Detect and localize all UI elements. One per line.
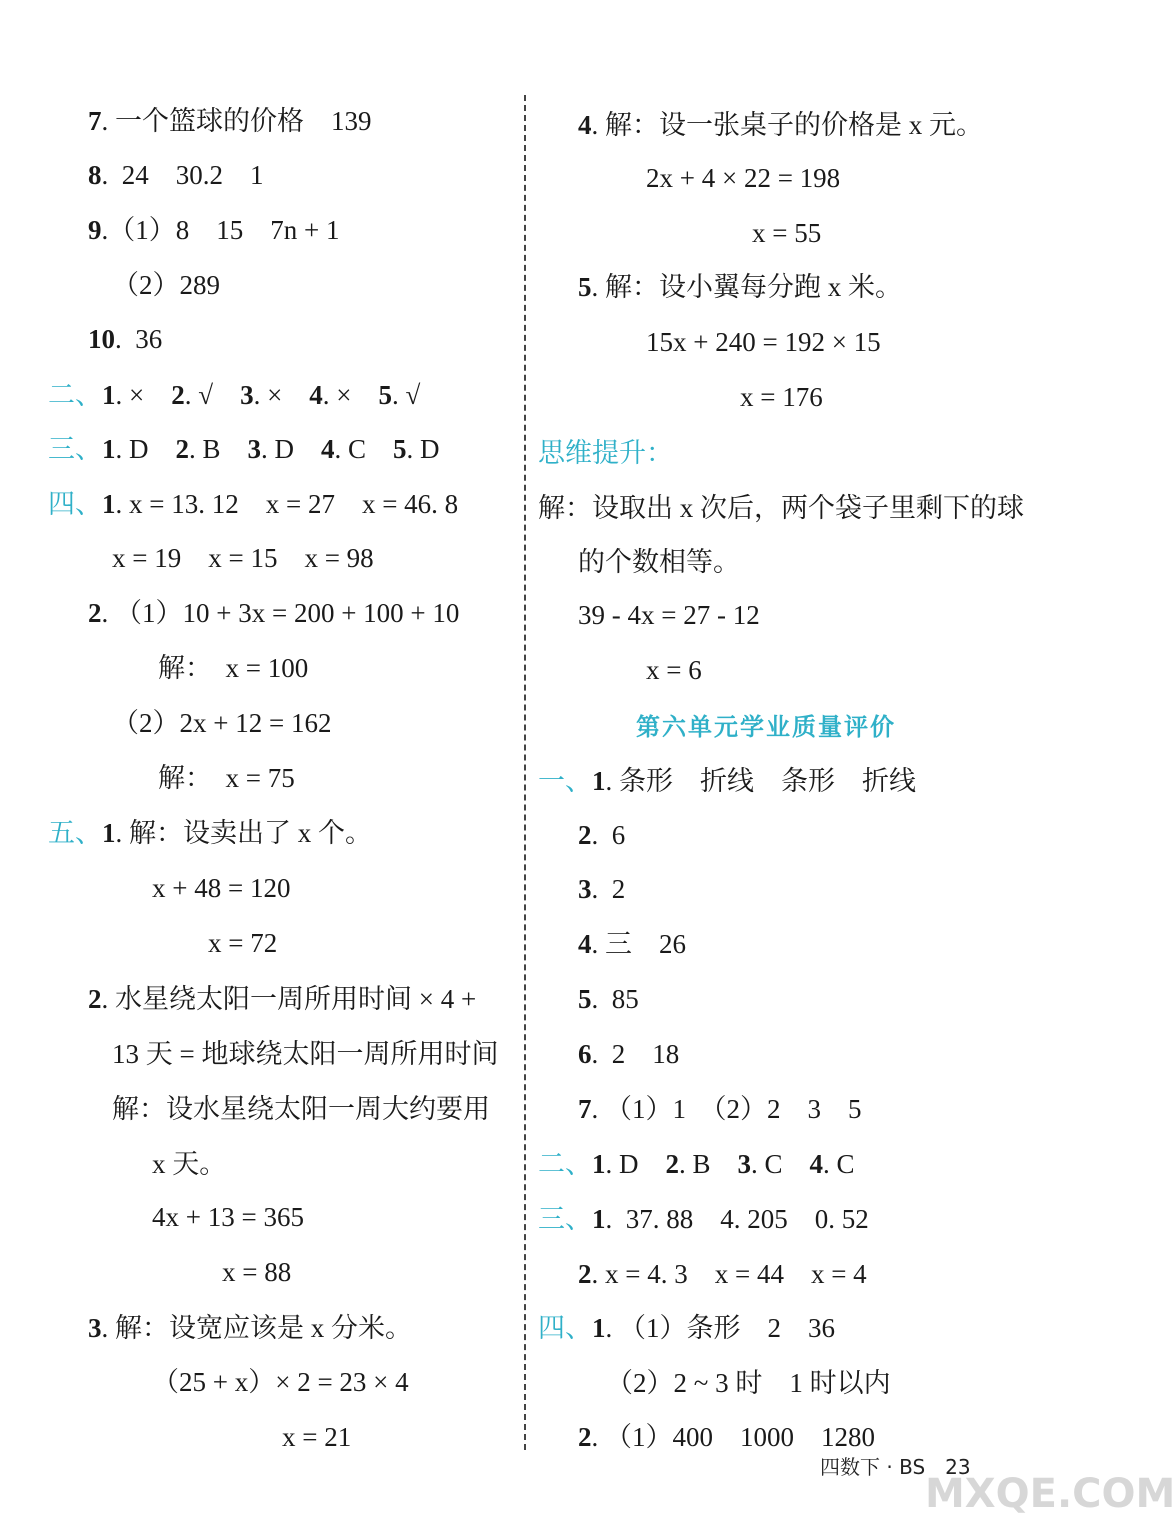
section-marker: 五、 — [48, 818, 102, 848]
question-number: 2 — [578, 1422, 592, 1452]
answer-text: . 一个篮球的价格 139 — [101, 106, 372, 136]
answer-text: . 条形 折线 条形 折线 — [605, 766, 916, 796]
question-number: 4 — [809, 1149, 824, 1179]
answer-line — [606, 1366, 891, 1400]
answer-text: . × — [253, 380, 310, 410]
answer-line — [88, 158, 264, 192]
answer-line — [222, 1255, 291, 1289]
answer-text: . 24 30.2 1 — [101, 160, 264, 190]
answer-line — [538, 491, 1024, 525]
section-marker: 四、 — [48, 489, 102, 519]
question-number: 2 — [665, 1149, 679, 1179]
answer-line — [578, 1420, 875, 1454]
answer-text: . D — [115, 434, 176, 464]
answer-line — [578, 818, 625, 852]
question-number: 1 — [592, 1149, 606, 1179]
answer-text: 15x + 240 = 192 × 15 — [646, 327, 881, 357]
answer-text: . 36 — [115, 324, 163, 354]
answer-text: . C — [334, 434, 394, 464]
answer-line — [48, 816, 372, 850]
answer-text: . 解：设小翼每分跑 x 米。 — [591, 272, 902, 302]
answer-text: 的个数相等。 — [578, 547, 740, 577]
question-number: 5 — [378, 380, 393, 410]
answer-text: . （1）10 + 3x = 200 + 100 + 10 — [101, 598, 460, 628]
answer-line — [578, 982, 639, 1016]
answer-line — [578, 1257, 867, 1291]
answer-text: （2）289 — [112, 270, 220, 300]
question-number: 1 — [102, 434, 116, 464]
answer-line — [578, 598, 760, 632]
answer-text: . 2 18 — [591, 1039, 680, 1069]
answer-line — [646, 161, 840, 195]
answer-text: 解： x = 100 — [158, 653, 309, 683]
answer-text: . 85 — [591, 984, 639, 1014]
column-divider — [524, 95, 526, 1450]
question-number: 4 — [321, 434, 335, 464]
answer-line — [578, 1092, 862, 1126]
answer-text: x = 176 — [740, 382, 823, 412]
question-number: 10 — [88, 324, 115, 354]
question-number: 8 — [88, 160, 102, 190]
answer-text: x = 6 — [646, 655, 702, 685]
question-number: 4 — [578, 110, 592, 140]
answer-text: 4x + 13 = 365 — [152, 1202, 304, 1232]
answer-text: 2x + 4 × 22 = 198 — [646, 163, 841, 193]
answer-line — [158, 761, 295, 795]
answer-line — [112, 541, 374, 575]
answer-text: . × — [322, 380, 379, 410]
answer-text: . 解：设宽应该是 x 分米。 — [101, 1313, 412, 1343]
answer-text: 解： x = 75 — [158, 763, 295, 793]
answer-text: . × — [115, 380, 172, 410]
answer-line — [578, 872, 625, 906]
answer-text: （2）2x + 12 = 162 — [112, 708, 332, 738]
answer-text: 解：设水星绕太阳一周大约要用 — [112, 1094, 490, 1124]
question-number: 3 — [737, 1149, 752, 1179]
answer-line — [578, 270, 902, 304]
answer-text: . √ — [392, 380, 421, 410]
question-number: 1 — [102, 380, 116, 410]
answer-text: （25 + x）× 2 = 23 × 4 — [152, 1367, 409, 1397]
answer-line — [48, 432, 440, 466]
question-number: 4 — [578, 929, 592, 959]
answer-line — [152, 1365, 409, 1399]
answer-text: x 天。 — [152, 1149, 227, 1179]
answer-line — [158, 651, 308, 685]
answer-line — [646, 325, 881, 359]
answer-line — [48, 378, 420, 412]
answer-text: . 水星绕太阳一周所用时间 × 4 + — [101, 984, 477, 1014]
question-number: 5 — [578, 272, 592, 302]
answer-line — [112, 268, 220, 302]
answer-text: . 解：设一张桌子的价格是 x 元。 — [591, 110, 983, 140]
answer-text: . D — [261, 434, 322, 464]
answer-line — [282, 1420, 351, 1454]
question-number: 3 — [240, 380, 254, 410]
answer-line — [88, 322, 162, 356]
answer-text: . √ — [184, 380, 241, 410]
answer-line — [646, 653, 702, 687]
section-marker: 思维提升： — [538, 438, 673, 468]
answer-line — [538, 1202, 869, 1236]
answer-text: . D — [406, 434, 440, 464]
answer-text: . 2 — [591, 874, 626, 904]
answer-text: . C — [823, 1149, 855, 1179]
section-marker: 三、 — [48, 434, 102, 464]
question-number: 7 — [578, 1094, 592, 1124]
section-marker: 二、 — [48, 380, 102, 410]
answer-text: . D — [605, 1149, 666, 1179]
answer-line — [578, 1037, 679, 1071]
question-number: 3 — [247, 434, 262, 464]
answer-line — [112, 706, 331, 740]
question-number: 5 — [578, 984, 592, 1014]
question-number: 1 — [592, 1204, 606, 1234]
question-number: 1 — [592, 766, 606, 796]
answer-text: 解：设取出 x 次后，两个袋子里剩下的球 — [538, 493, 1024, 523]
answer-text: x = 19 x = 15 x = 98 — [112, 543, 374, 573]
question-number: 9 — [88, 215, 102, 245]
section-marker: 三、 — [538, 1204, 592, 1234]
answer-text: . 解：设卖出了 x 个。 — [115, 818, 372, 848]
question-number: 4 — [309, 380, 323, 410]
answer-line — [112, 1092, 490, 1126]
question-number: 6 — [578, 1039, 592, 1069]
question-number: 2 — [175, 434, 189, 464]
answer-text: 13 天 = 地球绕太阳一周所用时间 — [112, 1039, 499, 1069]
answer-text: .（1）8 15 7n + 1 — [101, 215, 340, 245]
unit-title: 第六单元学业质量评价 — [636, 713, 896, 741]
answer-line — [88, 982, 476, 1016]
question-number: 5 — [393, 434, 407, 464]
answer-text: . 37. 88 4. 205 0. 52 — [605, 1204, 869, 1234]
answer-line — [538, 436, 673, 470]
answer-line — [88, 104, 372, 138]
answer-text: . B — [189, 434, 248, 464]
section-marker: 二、 — [538, 1149, 592, 1179]
answer-line — [538, 1311, 835, 1345]
answer-text: x = 88 — [222, 1257, 292, 1287]
answer-text: . C — [751, 1149, 810, 1179]
question-number: 2 — [171, 380, 185, 410]
answer-line — [152, 1147, 226, 1181]
answer-text: . x = 13. 12 x = 27 x = 46. 8 — [115, 489, 459, 519]
answer-text: . （1）400 1000 1280 — [591, 1422, 875, 1452]
answer-line — [88, 1311, 412, 1345]
answer-line — [208, 926, 277, 960]
question-number: 7 — [88, 106, 102, 136]
question-number: 2 — [578, 820, 592, 850]
answer-text: x = 21 — [282, 1422, 352, 1452]
answer-line — [48, 487, 458, 521]
answer-line — [152, 871, 290, 905]
question-number: 2 — [88, 984, 102, 1014]
answer-line — [752, 216, 821, 250]
answer-line — [578, 108, 983, 142]
section-marker: 四、 — [538, 1313, 592, 1343]
question-number: 1 — [102, 818, 116, 848]
page-footer: 四数下 · BS 23 — [820, 1455, 971, 1479]
answer-text: x = 72 — [208, 928, 278, 958]
answer-line — [88, 596, 459, 630]
question-number: 3 — [88, 1313, 102, 1343]
answer-line — [112, 1037, 498, 1071]
answer-line — [538, 764, 916, 798]
question-number: 3 — [578, 874, 592, 904]
answer-text: . 6 — [591, 820, 626, 850]
answer-line — [88, 213, 339, 247]
question-number: 1 — [102, 489, 116, 519]
answer-text: . 三 26 — [591, 929, 686, 959]
answer-text: . （1）1 （2）2 3 5 — [591, 1094, 862, 1124]
answer-text: x = 55 — [752, 218, 822, 248]
section-marker: 一、 — [538, 766, 592, 796]
answer-line — [152, 1200, 304, 1234]
watermark: MXQE.COM — [925, 1471, 1175, 1517]
answer-text: . （1）条形 2 36 — [605, 1313, 835, 1343]
answer-line — [740, 380, 823, 414]
answer-text: （2）2 ~ 3 时 1 时以内 — [606, 1368, 891, 1398]
answer-text: x + 48 = 120 — [152, 873, 291, 903]
answer-text: . B — [679, 1149, 738, 1179]
answer-line — [578, 927, 686, 961]
question-number: 1 — [592, 1313, 606, 1343]
question-number: 2 — [578, 1259, 592, 1289]
answer-text: . x = 4. 3 x = 44 x = 4 — [591, 1259, 867, 1289]
answer-line — [578, 545, 740, 579]
question-number: 2 — [88, 598, 102, 628]
answer-text: 39 - 4x = 27 - 12 — [578, 600, 760, 630]
answer-line — [538, 1147, 855, 1181]
